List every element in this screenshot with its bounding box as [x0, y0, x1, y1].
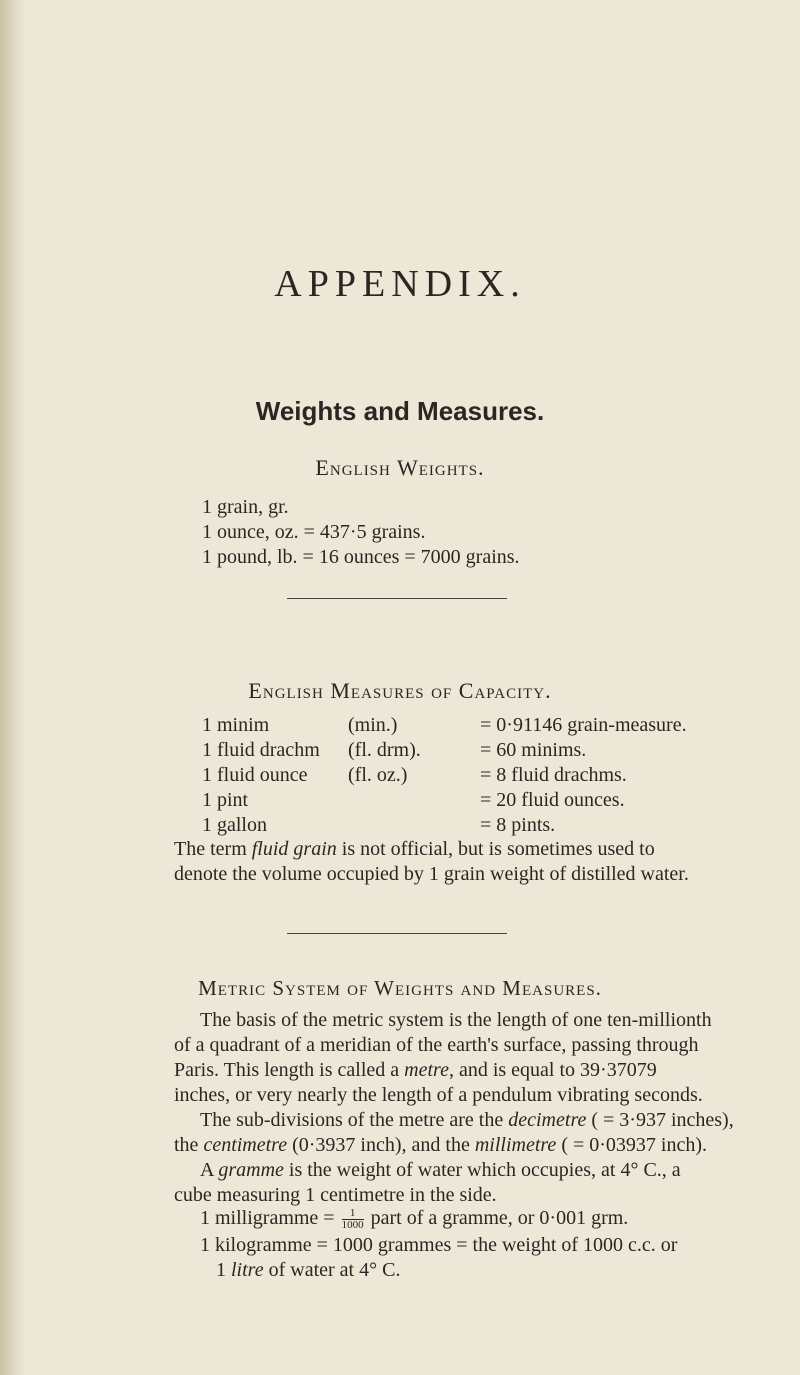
metric-para-line: [174, 1059, 657, 1082]
note-term: fluid grain: [251, 838, 337, 860]
term-gramme: gramme: [218, 1159, 284, 1181]
fluid-grain-note-line1: [174, 838, 655, 861]
appendix-heading: APPENDIX.: [274, 263, 526, 305]
weight-row-ounce: 1 ounce, oz. = 437·5 grains.: [202, 521, 426, 543]
capacity-name-minim: 1 minim: [202, 714, 270, 736]
text: of water at 4° C.: [263, 1259, 401, 1281]
text: ( = 3·937 inches),: [586, 1109, 734, 1131]
capacity-name-fluid-ounce: 1 fluid ounce: [202, 764, 308, 786]
capacity-name-pint: 1 pint: [202, 789, 249, 811]
text: 1 milligramme =: [200, 1207, 340, 1229]
metric-para-line: [200, 1109, 734, 1132]
kilogramme-line: 1 kilogramme = 1000 grammes = the weight of 1000 c.c. or: [200, 1234, 678, 1256]
metric-para-line: [200, 1159, 681, 1182]
fraction: [342, 1208, 364, 1231]
text: the: [174, 1134, 204, 1156]
section-divider: [287, 598, 507, 599]
capacity-eq-fluid-ounce: = 8 fluid drachms.: [480, 764, 627, 786]
section-divider: [287, 933, 507, 934]
fraction-denominator: 1000: [341, 1218, 364, 1231]
term-litre: litre: [231, 1259, 264, 1281]
english-weights-heading: English Weights.: [315, 455, 485, 480]
text: ( = 0·03937 inch).: [556, 1134, 708, 1156]
text: The sub-divisions of the metre are the: [200, 1109, 509, 1131]
capacity-eq-minim: = 0·91146 grain-measure.: [480, 714, 687, 736]
term-millimetre: millimetre: [474, 1134, 557, 1156]
text: (0·3937 inch), and the: [287, 1134, 475, 1156]
capacity-abbr-fluid-ounce: (fl. oz.): [348, 764, 408, 786]
capacity-eq-pint: = 20 fluid ounces.: [480, 789, 625, 811]
weights-measures-title: Weights and Measures.: [255, 396, 545, 426]
text: 1: [216, 1259, 231, 1281]
fluid-grain-note-line2: denote the volume occupied by 1 grain weight of distilled water.: [174, 863, 689, 885]
text: A: [200, 1159, 219, 1181]
metric-para-line: [174, 1134, 707, 1157]
fraction-numerator: 1: [342, 1208, 364, 1220]
capacity-abbr-drachm: (fl. drm).: [348, 739, 421, 761]
metric-heading: Metric System of Weights and Measures.: [198, 976, 602, 1000]
capacity-abbr-minim: (min.): [348, 714, 398, 736]
text: is the weight of water which occupies, at 4° C., a: [283, 1159, 681, 1181]
term-centimetre: centimetre: [203, 1134, 288, 1156]
capacity-name-gallon: 1 gallon: [202, 814, 267, 836]
metric-para-line: The basis of the metric system is the length of one ten-millionth: [200, 1009, 712, 1031]
metric-para-line: inches, or very nearly the length of a pendulum vibrating seconds.: [174, 1084, 703, 1106]
text: , and is equal to 39·37079: [448, 1059, 657, 1081]
text: part of a gramme, or 0·001 grm.: [365, 1207, 629, 1229]
note-text: The term: [174, 838, 252, 860]
metric-para-line: cube measuring 1 centimetre in the side.: [174, 1184, 497, 1206]
note-text: is not official, but is sometimes used to: [336, 838, 655, 860]
litre-line: [216, 1259, 400, 1282]
capacity-name-drachm: 1 fluid drachm: [202, 739, 320, 761]
text: Paris. This length is called a: [174, 1059, 405, 1081]
capacity-eq-gallon: = 8 pints.: [480, 814, 556, 836]
milligramme-line: [200, 1207, 628, 1231]
capacity-heading: English Measures of Capacity.: [248, 678, 552, 703]
term-decimetre: decimetre: [508, 1109, 587, 1131]
capacity-eq-drachm: = 60 minims.: [480, 739, 587, 761]
metric-para-line: of a quadrant of a meridian of the earth's surface, passing through: [174, 1034, 699, 1056]
weight-row-pound: 1 pound, lb. = 16 ounces = 7000 grains.: [202, 546, 520, 568]
term-metre: metre: [404, 1059, 449, 1081]
weight-row-grain: 1 grain, gr.: [202, 496, 289, 518]
